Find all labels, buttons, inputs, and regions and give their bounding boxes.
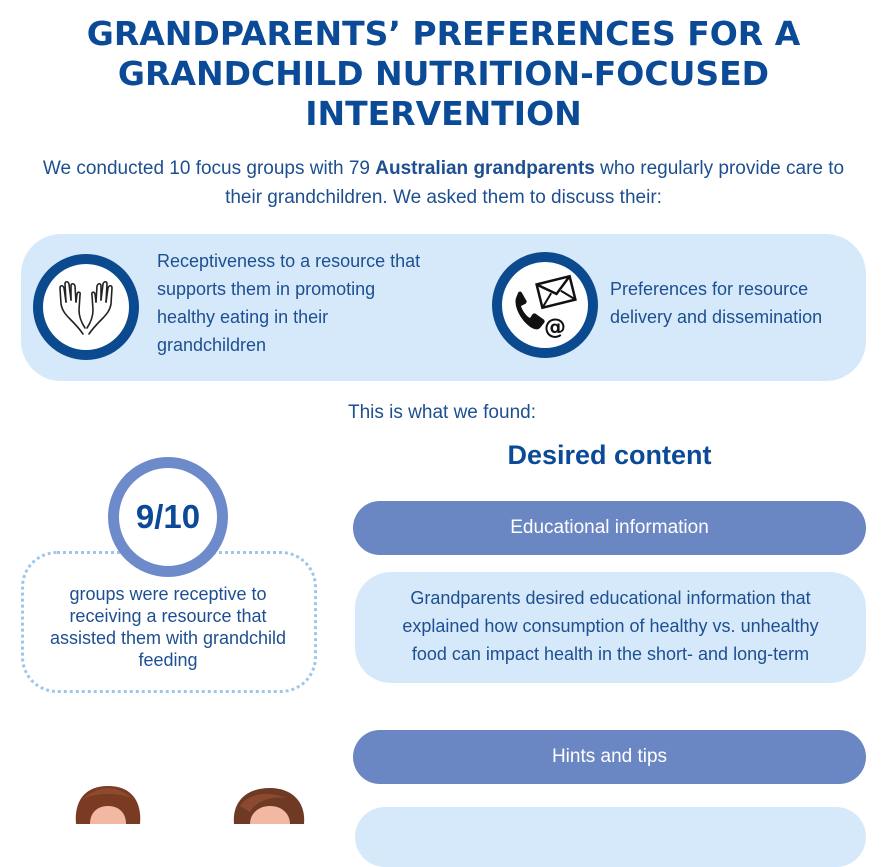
hints-and-tips-header: Hints and tips [353,730,866,784]
topic-delivery-text: Preferences for resource delivery and dissemination [610,279,823,327]
hints-and-tips-detail [355,807,866,867]
grandparent-avatar-left [72,782,144,824]
intro-text-end: who regularly provide care to their grandchildren. We asked them to discuss their: [225,158,845,208]
topic-receptiveness-text: Receptiveness to a resource that supports them in promoting healthy eating in their grandchildren [157,251,421,355]
topics-panel [21,234,866,381]
intro-highlight: Australian grandparents [375,158,595,179]
page-title [0,14,887,134]
title-line-2: GRANDCHILD NUTRITION-FOCUSED [117,54,770,93]
stat-description: groups were receptive to receiving a resource that assisted them with grandchild feeding [49,584,287,670]
svg-text:@: @ [544,315,566,340]
grandparent-avatar-right [228,786,308,824]
stat-circle [108,457,228,577]
title-line-1: GRANDPARENTS’ PREFERENCES FOR A [86,14,801,53]
open-hands-icon [33,254,139,360]
intro-paragraph [40,154,847,212]
title-line-3: INTERVENTION [305,94,582,133]
phone-email-icon [492,252,598,358]
desired-content-heading: Desired content [507,440,712,470]
stat-value: 9/10 [135,498,201,535]
findings-intro: This is what we found: [348,402,536,423]
educational-information-header: Educational information [353,501,866,555]
intro-text-start: We conducted 10 focus groups with 79 [42,158,376,179]
educational-information-detail: Grandparents desired educational information that explained how consumption of healthy vs. unhealthy food can impact health in the short- and long-term [355,572,866,683]
